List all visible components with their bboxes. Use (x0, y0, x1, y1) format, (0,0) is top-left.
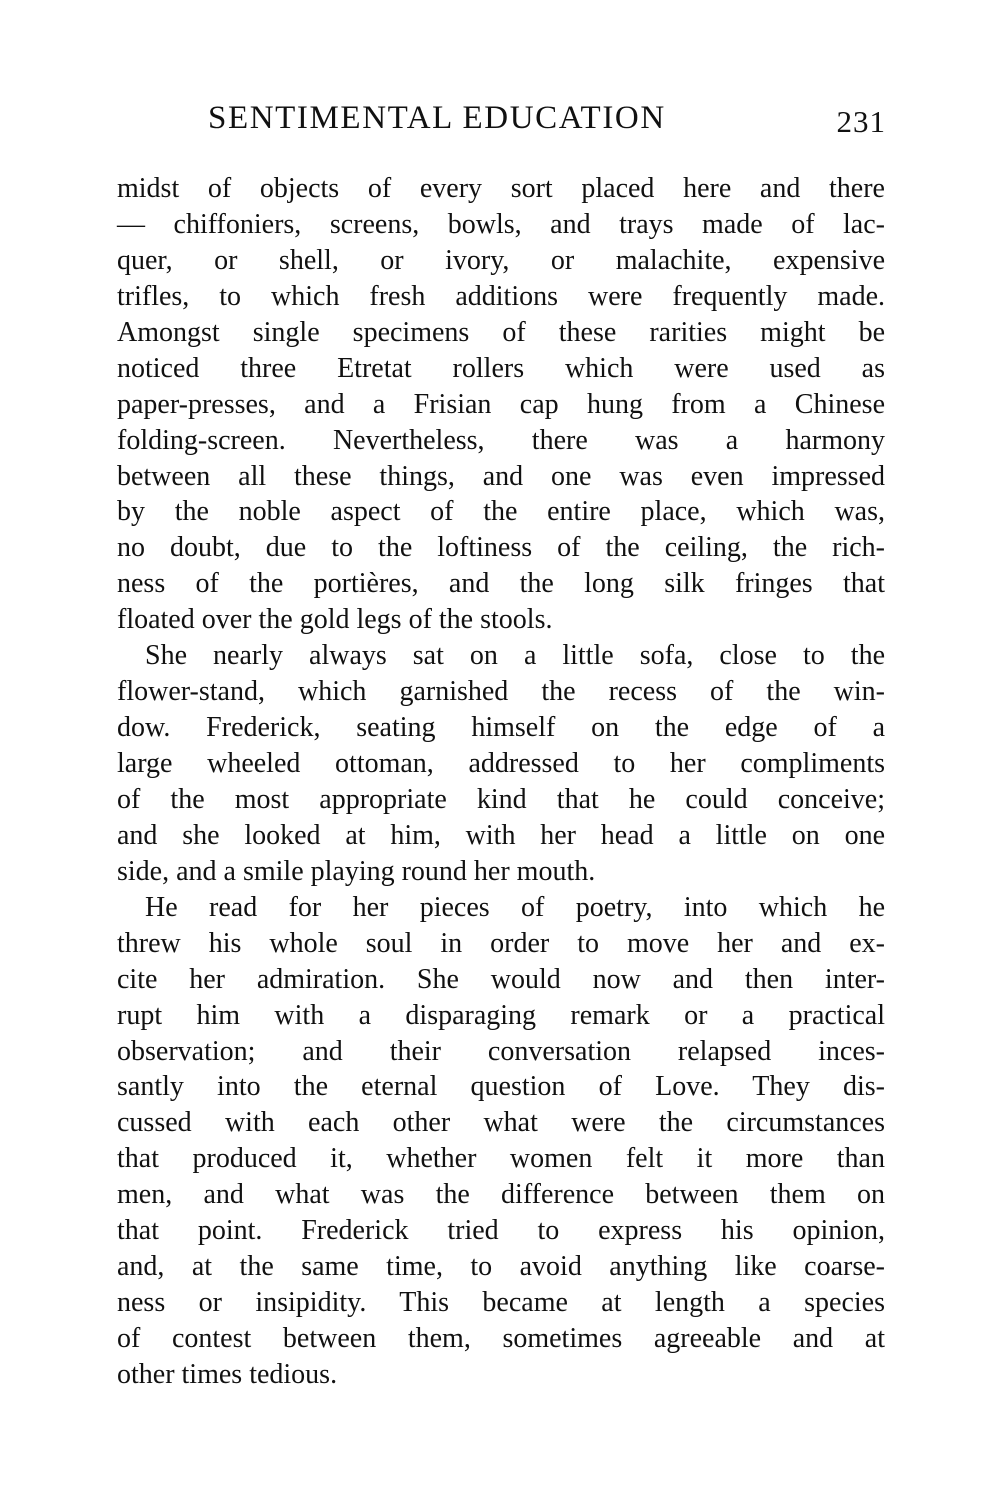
text-line: threw his whole soul in order to move her and ex- (117, 927, 885, 959)
text-line: cussed with each other what were the circumstances (117, 1107, 885, 1139)
text-line: by the noble aspect of the entire place, which was, (117, 496, 885, 528)
text-line: men, and what was the difference between them on (117, 1179, 885, 1211)
text-line: large wheeled ottoman, addressed to her compliments (117, 748, 885, 779)
text-line: Amongst single specimens of these rarities might be (117, 316, 885, 348)
text-line: and she looked at him, with her head a little on one (117, 819, 885, 851)
text-line: She nearly always sat on a little sofa, close to the (145, 640, 885, 672)
text-line: between all these things, and one was even impressed (117, 460, 885, 492)
text-line: dow. Frederick, seating himself on the edge of a (117, 712, 885, 744)
text-line: cite her admiration. She would now and then inter- (117, 963, 885, 995)
text-line: He read for her pieces of poetry, into which he (145, 891, 885, 923)
text-line: no doubt, due to the loftiness of the ceiling, the rich- (117, 532, 885, 564)
text-line: midst of objects of every sort placed here and there (117, 173, 885, 204)
running-head: SENTIMENTAL EDUCATION (208, 100, 666, 136)
text-line: floated over the gold legs of the stools. (117, 604, 553, 636)
page-number: 231 (836, 104, 886, 139)
text-line: of the most appropriate kind that he could conceive; (117, 783, 885, 815)
text-line: ness or insipidity. This became at length a species (117, 1287, 885, 1319)
text-line: that produced it, whether women felt it more than (117, 1143, 885, 1175)
text-line: santly into the eternal question of Love. They dis- (117, 1071, 885, 1103)
text-line: paper-presses, and a Frisian cap hung from a Chinese (117, 388, 885, 420)
text-line: ness of the portières, and the long silk fringes that (117, 568, 885, 600)
text-line: folding-screen. Nevertheless, there was a harmony (117, 424, 885, 456)
text-line: of contest between them, sometimes agreeable and at (117, 1323, 885, 1354)
text-line: — chiffoniers, screens, bowls, and trays made of lac- (117, 208, 885, 240)
text-line: rupt him with a disparaging remark or a practical (117, 999, 885, 1031)
text-line: quer, or shell, or ivory, or malachite, expensive (117, 244, 885, 276)
text-line: side, and a smile playing round her mouth. (117, 855, 596, 887)
text-line: and, at the same time, to avoid anything like coarse- (117, 1251, 885, 1283)
text-line: other times tedious. (117, 1358, 338, 1390)
text-line: noticed three Etretat rollers which were used as (117, 352, 885, 384)
text-line: trifles, to which fresh additions were frequently made. (117, 280, 885, 312)
page-header (208, 100, 888, 144)
text-line: flower-stand, which garnished the recess of the win- (117, 676, 885, 708)
text-line: observation; and their conversation relapsed inces- (117, 1035, 885, 1067)
text-line: that point. Frederick tried to express his opinion, (117, 1215, 885, 1247)
body-text (117, 171, 885, 1393)
